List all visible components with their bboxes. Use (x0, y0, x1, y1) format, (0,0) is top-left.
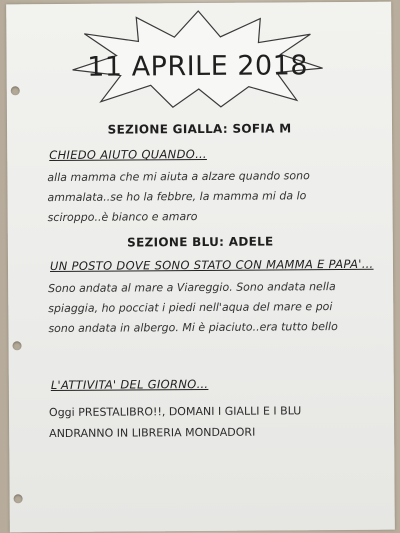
paragraph-gialla (47, 166, 377, 228)
text-line: Sono andata al mare a Viareggio. Sono andata nella (48, 280, 336, 296)
text-line: spiaggia, ho pocciat i piedi nell'aqua del mare e poi (48, 300, 333, 316)
punch-hole (14, 494, 23, 503)
text-line: sciroppo..è bianco e amaro (47, 210, 198, 225)
paragraph-attivita (49, 400, 379, 444)
punch-hole (13, 341, 22, 350)
section-heading: CHIEDO AIUTO QUANDO… (49, 146, 207, 163)
text-line: alla mamma che mi aiuta a alzare quando sono (47, 169, 310, 185)
text-line: Oggi PRESTALIBRO!!, DOMANI I GIALLI E I BLU (48, 404, 302, 420)
section-heading: UN POSTO DOVE SONO STATO CON MAMMA E PAPA'… (49, 256, 374, 274)
paper-sheet (6, 2, 395, 533)
section-heading: L'ATTIVITA' DEL GIORNO… (50, 376, 209, 393)
punch-hole (11, 86, 20, 95)
paragraph-blu (48, 277, 378, 339)
date-banner: 11 APRILE 2018 (87, 50, 309, 83)
text-line: ANDRANNO IN LIBRERIA MONDADORI (49, 425, 256, 441)
text-line: ammalata..se ho la febbre, la mamma mi da lo (47, 189, 307, 205)
text-line: sono andata in albergo. Mi è piaciuto..era tutto bello (48, 320, 338, 336)
section-title-blu: SEZIONE BLU: ADELE (127, 234, 274, 250)
section-title-gialla: SEZIONE GIALLA: SOFIA M (107, 121, 292, 137)
